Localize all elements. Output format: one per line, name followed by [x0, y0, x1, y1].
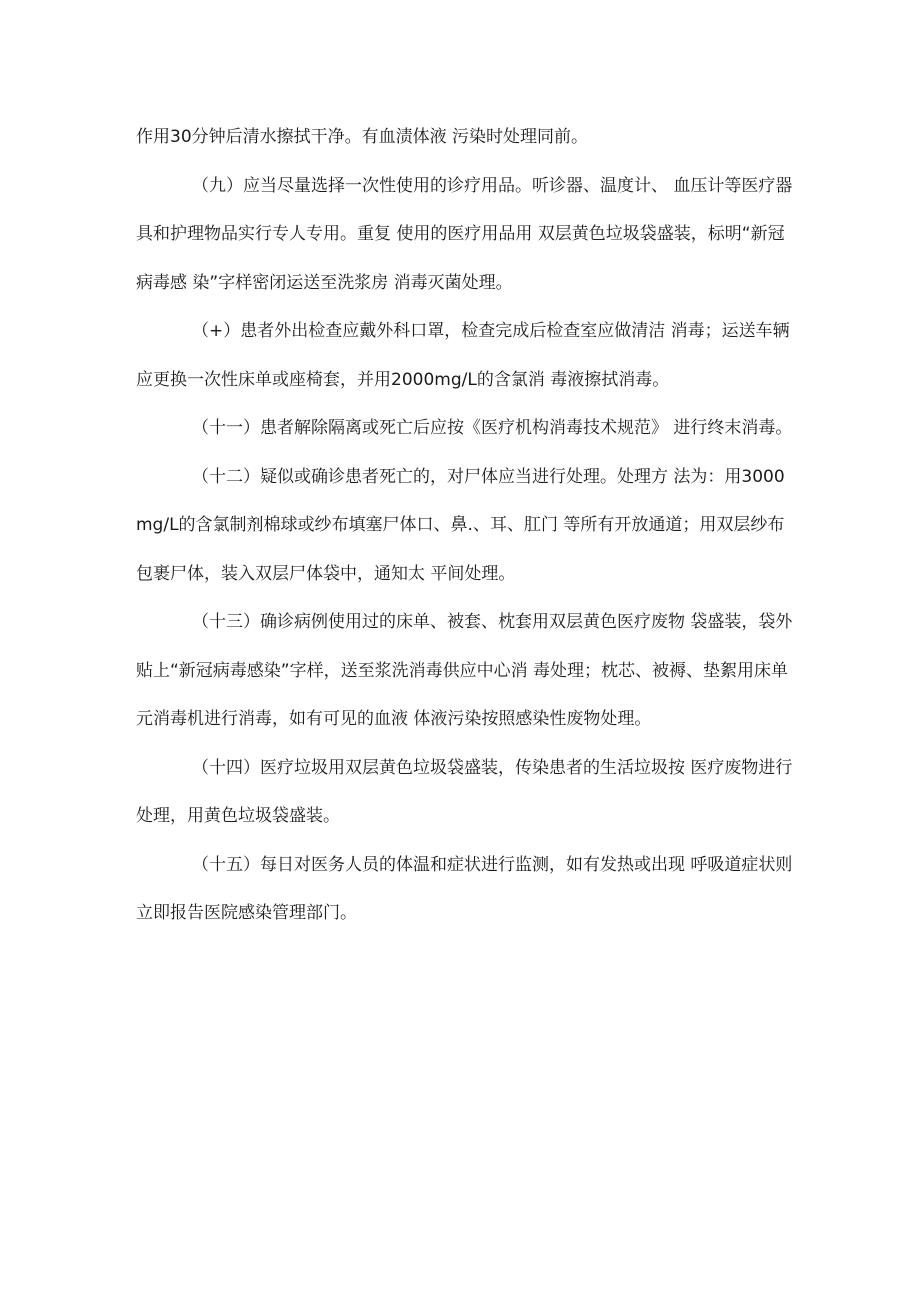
paragraph-item-14: （十四）医疗垃圾用双层黄色垃圾袋盛装，传染患者的生活垃圾按 医疗废物进行处理，用黄色垃圾袋盛装。 [136, 757, 793, 826]
document-body [136, 113, 796, 938]
paragraph-item-9: （九）应当尽量选择一次性使用的诊疗用品。听诊器、温度计、 血压计等医疗器具和护理物品实行专人专用。重复 使用的医疗用品用 双层黄色垃圾袋盛装，标明“新冠病毒感 染”字样密闭运送至洗浆房 消毒灭菌处理。 [136, 175, 793, 293]
paragraph-item-12: （十二）疑似或确诊患者死亡的，对尸体应当进行处理。处理方 法为：用3000mg/L的含氯制剂棉球或纱布填塞尸体口、鼻.、耳、肛门 等所有开放通道；用双层纱布包裹尸体，装入双层尸体袋中，通知太 平间处理。 [136, 466, 785, 584]
paragraph-item-15: （十五）每日对医务人员的体温和症状进行监测，如有发热或出现 呼吸道症状则立即报告医院感染管理部门。 [136, 854, 793, 923]
paragraph-item-10: （+）患者外出检查应戴外科口罩，检查完成后检查室应做清洁 消毒；运送车辆应更换一次性床单或座椅套，并用2000mg/L的含氯消 毒液擦拭消毒。 [136, 321, 790, 390]
paragraph-item-11: （十一）患者解除隔离或死亡后应按《医疗机构消毒技术规范》 进行终末消毒。 [192, 418, 793, 438]
paragraph-item-13: （十三）确诊病例使用过的床单、被套、枕套用双层黄色医疗废物 袋盛装，袋外贴上“新冠病毒感染”字样，送至浆洗消毒供应中心消 毒处理；枕芯、被褥、垫絮用床单元消毒机进行消毒，如有可见的血液 体液污染按照感染性废物处理。 [136, 612, 793, 729]
paragraph-continuation: 作用30分钟后清水擦拭干净。有血渍体液 污染时处理同前。 [136, 127, 589, 147]
